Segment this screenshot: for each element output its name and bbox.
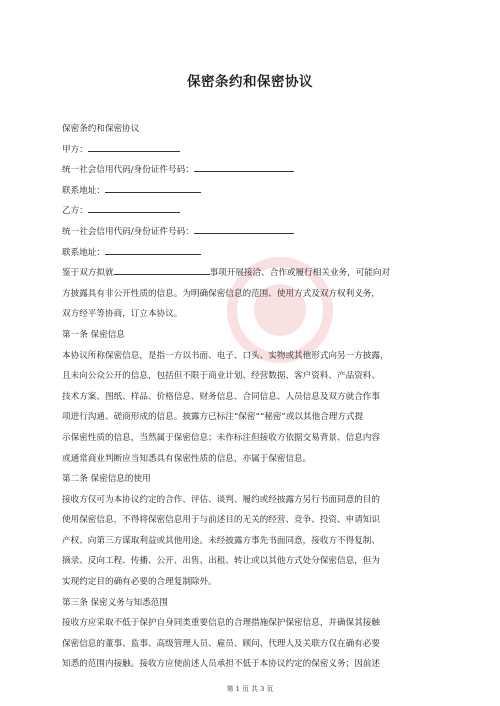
article-2-title: 第二条 保密信息的使用: [62, 474, 151, 485]
intro-line-3: 双方经平等协商，订立本协议。: [62, 309, 183, 320]
article-1-line: 项进行沟通、磋商形成的信息。披露方已标注“保密”“秘密”或以其他合理方式提: [62, 412, 364, 423]
article-3-title: 第三条 保密义务与知悉范围: [62, 597, 168, 608]
intro-text-1b: 事项开展接洽、合作或履行相关业务，可能向对: [209, 268, 391, 279]
credit-code-a-blank[interactable]: [194, 161, 294, 172]
address-a-blank[interactable]: [105, 182, 201, 193]
credit-code-b-label: 统一社会信用代码/身份证件号码：: [62, 226, 194, 237]
intro-text-1a: 鉴于双方拟就: [62, 268, 114, 279]
credit-code-a-line: [62, 160, 442, 181]
document-body: [62, 119, 442, 675]
party-b-line: [62, 201, 442, 222]
credit-code-b-blank[interactable]: [194, 223, 294, 234]
article-1-line: 本协议所称保密信息，是指一方以书面、电子、口头、实物或其他形式向另一方披露，: [62, 350, 389, 361]
article-1-line: 技术方案、图纸、样品、价格信息、财务信息、合同信息、人员信息及双方就合作事: [62, 391, 380, 402]
article-1-line: 且未向公众公开的信息，包括但不限于商业计划、经营数据、客户资料、产品资料、: [62, 371, 380, 382]
party-a-label: 甲方：: [62, 144, 88, 155]
article-3-line: 保密信息的董事、监事、高级管理人员、雇员、顾问、代理人及关联方仅在确有必要: [62, 638, 380, 649]
subtitle: 保密条约和保密协议: [62, 124, 140, 134]
address-b-blank[interactable]: [105, 244, 201, 255]
address-b-label: 联系地址：: [62, 247, 105, 258]
credit-code-b-line: [62, 222, 442, 243]
address-b-line: [62, 243, 442, 264]
address-a-label: 联系地址：: [62, 185, 105, 196]
party-b-label: 乙方：: [62, 206, 88, 217]
article-3-line: 知悉的范围内接触。接收方应使前述人员承担不低于本协议约定的保密义务；因前述: [62, 659, 380, 670]
article-2-line: 产权、向第三方谋取利益或其他用途。未经披露方事先书面同意，接收方不得复制、: [62, 535, 380, 546]
party-a-line: [62, 140, 442, 161]
article-1-line: 或通常商业判断应当知悉具有保密性质的信息，亦属于保密信息。: [62, 453, 312, 464]
party-b-blank[interactable]: [88, 202, 180, 213]
credit-code-a-label: 统一社会信用代码/身份证件号码：: [62, 165, 194, 176]
article-1-line: 示保密性质的信息，当然属于保密信息；未作标注但接收方依据交易背景、信息内容: [62, 432, 380, 443]
matter-blank[interactable]: [114, 264, 210, 275]
intro-line-2: 方披露具有非公开性质的信息。为明确保密信息的范围、使用方式及双方权利义务，: [62, 288, 380, 299]
intro-line-1: [62, 263, 442, 284]
article-2-line: 实现约定目的确有必要的合理复制除外。: [62, 577, 217, 588]
party-a-blank[interactable]: [88, 141, 180, 152]
article-2-line: 接收方仅可为本协议约定的合作、评估、谈判、履约或经披露方另行书面同意的目的: [62, 494, 380, 505]
article-1-title: 第一条 保密信息: [62, 329, 125, 340]
article-2-line: 使用保密信息，不得将保密信息用于与前述目的无关的经营、竞争、投资、申请知识: [62, 515, 380, 526]
address-a-line: [62, 181, 442, 202]
page-footer: 第 1 页 共 3 页: [226, 685, 274, 693]
document-title: 保密条约和保密协议: [187, 74, 313, 90]
article-3-line: 接收方应采取不低于保护自身同类重要信息的合理措施保护保密信息，并确保其接触: [62, 618, 380, 629]
article-2-line: 摘录、反向工程、传播、公开、出售、出租、转让或以其他方式处分保密信息，但为: [62, 556, 380, 567]
